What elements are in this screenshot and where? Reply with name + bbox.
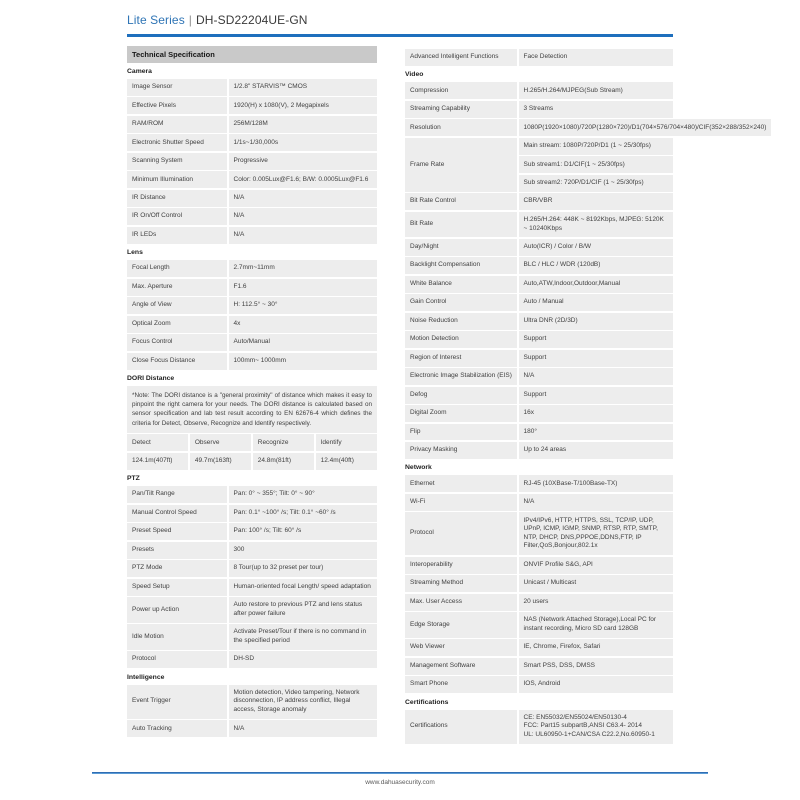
dori-header-row (127, 434, 377, 451)
spec-row (127, 579, 377, 596)
spec-value: Smart PSS, DSS, DMSS (519, 658, 674, 675)
spec-row (127, 486, 377, 503)
spec-row (127, 153, 377, 170)
spec-value: Auto,ATW,Indoor,Outdoor,Manual (519, 276, 674, 293)
dori-value-row (127, 453, 377, 470)
spec-label: Focal Length (127, 260, 227, 277)
header-rule (127, 34, 673, 37)
spec-value: H.265/H.264: 448K ~ 8192Kbps, MJPEG: 5120K ~ 10240Kbps (519, 212, 674, 238)
spec-value: N/A (229, 190, 378, 207)
spec-row (127, 208, 377, 225)
spec-value: RJ-45 (10XBase-T/100Base-TX) (519, 475, 674, 492)
spec-value-line: CE: EN55032/EN55024/EN50130-4 (523, 713, 627, 721)
spec-value: 256M/128M (229, 116, 378, 133)
spec-label: Idle Motion (127, 624, 227, 650)
spec-row (127, 116, 377, 133)
spec-label: IR On/Off Control (127, 208, 227, 225)
dori-note: *Note: The DORI distance is a "general proximity" of distance which makes it easy to pinpoint the right camera for your needs. The DORI distance is calculated based on sensor specification and lab test result according to EN 62676-4 which defines the criteria for Detect, Observe, Recognize and Identify respectively. (127, 386, 377, 433)
spec-row (405, 639, 673, 656)
spec-label: Preset Speed (127, 523, 227, 540)
spec-row (405, 442, 673, 459)
title-separator: | (188, 13, 193, 27)
spec-value: BLC / HLC / WDR (120dB) (519, 257, 674, 274)
spec-label: Resolution (405, 119, 517, 136)
spec-value: 180° (519, 424, 674, 441)
spec-value: Sub stream1: D1/CIF(1 ~ 25/30fps) (519, 156, 674, 173)
spec-value: CBR/VBR (519, 193, 674, 210)
spec-row (127, 79, 377, 96)
spec-row (127, 720, 377, 737)
spec-columns (127, 46, 767, 745)
spec-row (127, 297, 377, 314)
spec-row (127, 134, 377, 151)
spec-row (405, 676, 673, 693)
spec-label: IR Distance (127, 190, 227, 207)
spec-row (127, 171, 377, 188)
spec-row (405, 49, 673, 66)
spec-label: Power up Action (127, 597, 227, 623)
spec-label: Backlight Compensation (405, 257, 517, 274)
spec-row (405, 331, 673, 348)
series-name: Lite Series (127, 13, 185, 27)
spec-value: F1.6 (229, 279, 378, 296)
spec-row (405, 405, 673, 422)
spec-label: Digital Zoom (405, 405, 517, 422)
spec-value: H.265/H.264/MJPEG(Sub Stream) (519, 82, 674, 99)
section-title: Network (405, 464, 432, 472)
spec-label: Max. Aperture (127, 279, 227, 296)
spec-label: Angle of View (127, 297, 227, 314)
spec-row (405, 193, 673, 210)
spec-value: Support (519, 350, 674, 367)
spec-label: PTZ Mode (127, 560, 227, 577)
spec-value: IE, Chrome, Firefox, Safari (519, 639, 674, 656)
spec-value: H: 112.5° ~ 30° (229, 297, 378, 314)
page-footer (0, 772, 800, 786)
spec-value: Motion detection, Video tampering, Network disconnection, IP address conflict, Illegal access, Storage anomaly (229, 685, 378, 719)
spec-label: Minimum Illumination (127, 171, 227, 188)
spec-row (127, 279, 377, 296)
spec-row (127, 560, 377, 577)
spec-value: N/A (229, 208, 378, 225)
spec-row (405, 212, 673, 238)
spec-label: Privacy Masking (405, 442, 517, 459)
spec-value: Pan: 100° /s; Tilt: 60° /s (229, 523, 378, 540)
spec-label: Smart Phone (405, 676, 517, 693)
spec-label: Max. User Access (405, 594, 517, 611)
spec-value: N/A (229, 227, 378, 244)
spec-value: 1920(H) x 1080(V), 2 Megapixels (229, 97, 378, 114)
spec-value: ONVIF Profile S&G, API (519, 557, 674, 574)
spec-value: 1080P(1920×1080)/720P(1280×720)/D1(704×576/704×480)/CIF(352×288/352×240) (519, 119, 772, 136)
dori-value-cell: 24.8m(81ft) (253, 453, 314, 470)
spec-row (405, 119, 767, 136)
spec-label: Bit Rate Control (405, 193, 517, 210)
spec-row (405, 658, 673, 675)
spec-row (127, 542, 377, 559)
section-title: PTZ (127, 475, 140, 483)
spec-value: Sub stream2: 720P/D1/CIF (1 ~ 25/30fps) (519, 175, 674, 192)
spec-row (405, 294, 673, 311)
spec-label: Management Software (405, 658, 517, 675)
spec-label: Streaming Method (405, 575, 517, 592)
dori-value-cell: 12.4m(40ft) (316, 453, 377, 470)
spec-label: Gain Control (405, 294, 517, 311)
doc-title (127, 13, 673, 27)
spec-value-line: UL: UL60950-1+CAN/CSA C22.2,No.60950-1 (523, 730, 655, 738)
spec-label: Close Focus Distance (127, 353, 227, 370)
spec-value: 1/2.8" STARVIS™ CMOS (229, 79, 378, 96)
spec-row (405, 368, 673, 385)
spec-row (405, 612, 673, 638)
dori-header-cell: Observe (190, 434, 251, 451)
spec-label: Speed Setup (127, 579, 227, 596)
spec-value: 16x (519, 405, 674, 422)
spec-row (127, 353, 377, 370)
spec-value: Progressive (229, 153, 378, 170)
footer-rule (92, 772, 708, 774)
spec-row (127, 227, 377, 244)
spec-row (405, 101, 673, 118)
spec-label: Motion Detection (405, 331, 517, 348)
spec-value: Unicast / Multicast (519, 575, 674, 592)
spec-row (127, 651, 377, 668)
spec-row (127, 334, 377, 351)
spec-label: Edge Storage (405, 612, 517, 638)
spec-row (127, 190, 377, 207)
section-title: Lens (127, 249, 143, 257)
model-number: DH-SD22204UE-GN (196, 13, 308, 27)
dori-value-cell: 49.7m(163ft) (190, 453, 251, 470)
spec-value: DH-SD (229, 651, 378, 668)
spec-row (405, 350, 673, 367)
spec-label: Scanning System (127, 153, 227, 170)
spec-value: NAS (Network Attached Storage),Local PC for instant recording, Micro SD card 128GB (519, 612, 674, 638)
section-title: Certifications (405, 698, 449, 706)
spec-label: Protocol (405, 512, 517, 555)
spec-label: Certifications (405, 710, 517, 744)
spec-row (127, 97, 377, 114)
spec-label: Event Trigger (127, 685, 227, 719)
technical-specification-bar: Technical Specification (127, 46, 377, 63)
spec-value: N/A (519, 494, 674, 511)
spec-label: Interoperability (405, 557, 517, 574)
spec-value: Auto / Manual (519, 294, 674, 311)
spec-value: Auto/Manual (229, 334, 378, 351)
spec-row (127, 505, 377, 522)
spec-value: Face Detection (519, 49, 674, 66)
spec-row (405, 239, 673, 256)
spec-label: RAM/ROM (127, 116, 227, 133)
dori-value-cell: 124.1m(407ft) (127, 453, 188, 470)
spec-label: Noise Reduction (405, 313, 517, 330)
spec-value: Support (519, 331, 674, 348)
spec-row (405, 575, 673, 592)
section-title: DORI Distance (127, 375, 175, 383)
dori-header-cell: Identify (316, 434, 377, 451)
spec-value: 20 users (519, 594, 674, 611)
spec-label: Optical Zoom (127, 316, 227, 333)
spec-label: Presets (127, 542, 227, 559)
spec-value: Up to 24 areas (519, 442, 674, 459)
right-column (405, 46, 767, 745)
spec-value: Auto(ICR) / Color / B/W (519, 239, 674, 256)
spec-value: Pan: 0.1° ~100° /s; Tilt: 0.1° ~60° /s (229, 505, 378, 522)
spec-value: Pan: 0° ~ 355°; Tilt: 0° ~ 90° (229, 486, 378, 503)
spec-label: Pan/Tilt Range (127, 486, 227, 503)
spec-row (405, 557, 673, 574)
spec-label: Advanced Intelligent Functions (405, 49, 517, 66)
spec-value: 300 (229, 542, 378, 559)
spec-value: N/A (229, 720, 378, 737)
spec-label: Frame Rate (405, 138, 517, 192)
spec-label: IR LEDs (127, 227, 227, 244)
spec-value: Human-oriented focal Length/ speed adaptation (229, 579, 378, 596)
spec-value: Auto restore to previous PTZ and lens status after power failure (229, 597, 378, 623)
spec-label: Auto Tracking (127, 720, 227, 737)
spec-row (127, 260, 377, 277)
spec-row (405, 710, 673, 744)
dori-header-cell: Recognize (253, 434, 314, 451)
spec-value: Color: 0.005Lux@F1.6; B/W: 0.0005Lux@F1.6 (229, 171, 378, 188)
spec-label: Flip (405, 424, 517, 441)
footer-url: www.dahuasecurity.com (365, 779, 435, 786)
spec-value-line: FCC: Part15 subpartB,ANSI C63.4- 2014 (523, 722, 643, 730)
spec-value: 3 Streams (519, 101, 674, 118)
spec-label: Compression (405, 82, 517, 99)
spec-value: 8 Tour(up to 32 preset per tour) (229, 560, 378, 577)
section-title: Camera (127, 68, 152, 75)
spec-row (405, 276, 673, 293)
spec-row (405, 138, 673, 192)
spec-value (519, 710, 674, 744)
spec-value-stack (519, 138, 674, 192)
spec-label: Protocol (127, 651, 227, 668)
left-column (127, 46, 377, 739)
spec-value: Main stream: 1080P/720P/D1 (1 ~ 25/30fps) (519, 138, 674, 155)
spec-label: Day/Night (405, 239, 517, 256)
spec-value: Activate Preset/Tour if there is no command in the specified period (229, 624, 378, 650)
section-title: Intelligence (127, 673, 165, 681)
spec-row (127, 316, 377, 333)
spec-row (405, 475, 673, 492)
spec-label: Defog (405, 387, 517, 404)
spec-label: Focus Control (127, 334, 227, 351)
spec-row (405, 82, 673, 99)
spec-label: Web Viewer (405, 639, 517, 656)
spec-row (405, 257, 673, 274)
spec-label: Image Sensor (127, 79, 227, 96)
spec-row (405, 594, 673, 611)
spec-value: 2.7mm~11mm (229, 260, 378, 277)
spec-label: White Balance (405, 276, 517, 293)
spec-label: Effective Pixels (127, 97, 227, 114)
spec-row (127, 685, 377, 719)
spec-label: Bit Rate (405, 212, 517, 238)
dori-header-cell: Detect (127, 434, 188, 451)
spec-value: 4x (229, 316, 378, 333)
spec-label: Wi-Fi (405, 494, 517, 511)
spec-row (405, 387, 673, 404)
spec-label: Electronic Shutter Speed (127, 134, 227, 151)
page-content (127, 0, 767, 745)
spec-value: N/A (519, 368, 674, 385)
spec-row (127, 624, 377, 650)
spec-label: Region of Interest (405, 350, 517, 367)
spec-row (127, 523, 377, 540)
spec-label: Electronic Image Stabilization (EIS) (405, 368, 517, 385)
spec-row (405, 512, 673, 555)
spec-value: IPv4/IPv6, HTTP, HTTPS, SSL, TCP/IP, UDP, UPnP, ICMP, IGMP, SNMP, RTSP, RTP, SMTP, NTP, DHCP, DNS,PPPOE,DDNS,FTP, IP Filter,QoS,Bonjour,802.1x (519, 512, 674, 555)
spec-label: Manual Control Speed (127, 505, 227, 522)
spec-value: Ultra DNR (2D/3D) (519, 313, 674, 330)
spec-label: Streaming Capability (405, 101, 517, 118)
spec-value: 1/1s~1/30,000s (229, 134, 378, 151)
spec-label: Ethernet (405, 475, 517, 492)
spec-row (405, 494, 673, 511)
spec-row (405, 313, 673, 330)
spec-row (405, 424, 673, 441)
section-title: Video (405, 71, 424, 79)
spec-value: 100mm~ 1000mm (229, 353, 378, 370)
spec-value: IOS, Android (519, 676, 674, 693)
spec-row (127, 597, 377, 623)
spec-value: Support (519, 387, 674, 404)
